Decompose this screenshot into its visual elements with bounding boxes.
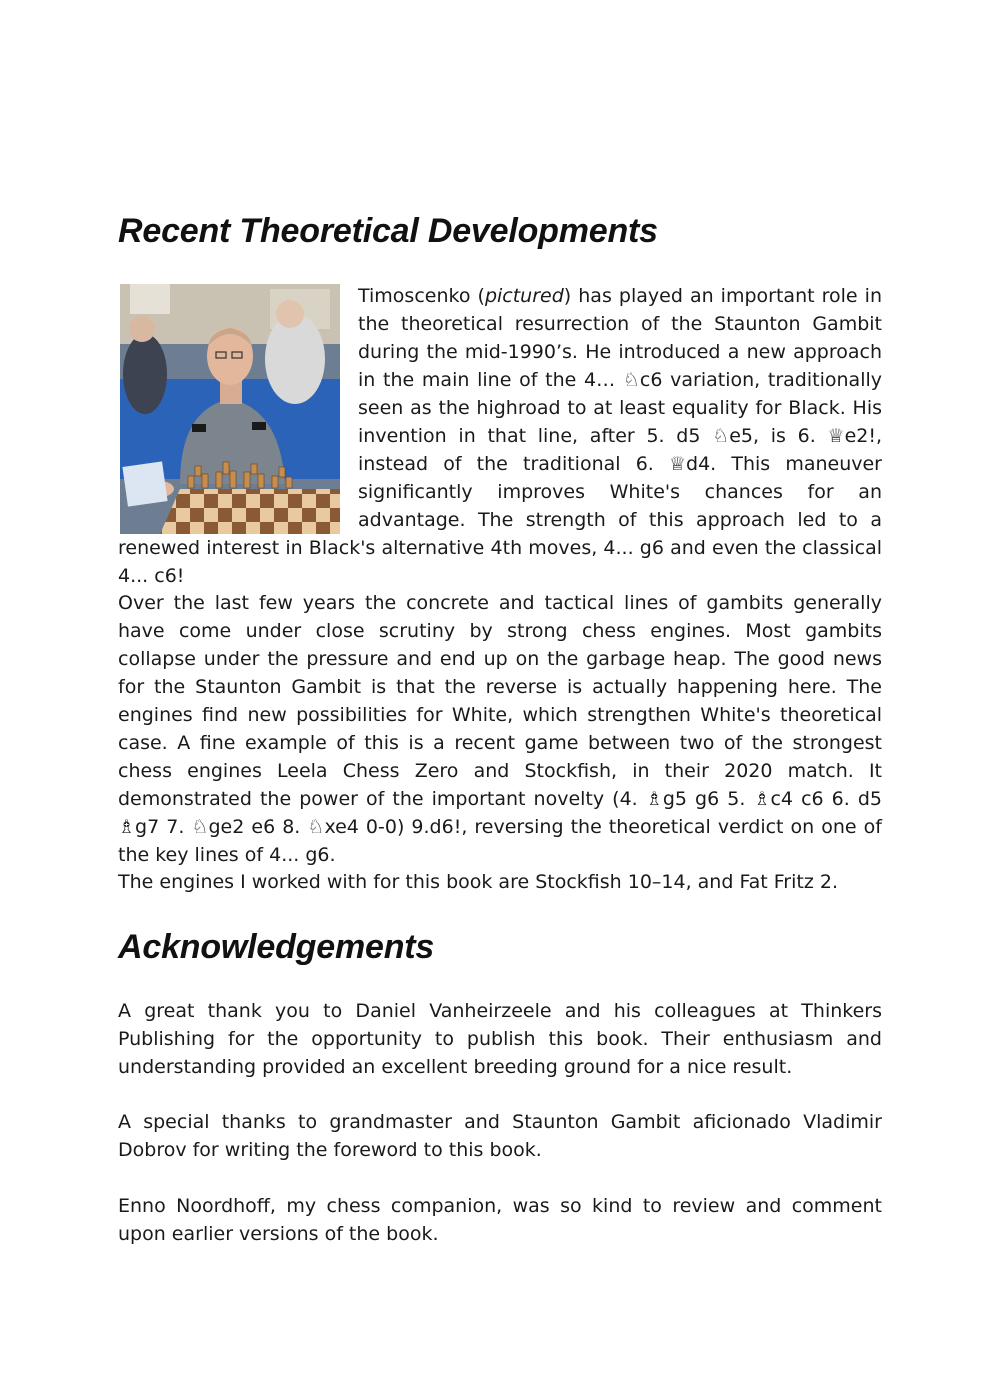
bishop-icon: ♗: [645, 788, 663, 810]
bishop-icon: ♗: [118, 816, 136, 838]
paragraph-engines-scrutiny: [118, 589, 882, 869]
bishop-icon: ♗: [753, 788, 771, 810]
section-title-acknowledgements: Acknowledgements: [118, 928, 435, 966]
knight-icon: ♘: [191, 816, 209, 838]
text-run: g7 7.: [135, 816, 192, 838]
italic-pictured: pictured: [484, 285, 564, 307]
queen-icon: ♕: [827, 425, 845, 447]
section-title-recent-developments: Recent Theoretical Developments: [118, 212, 658, 250]
text-run: ) has played an important role in the theoretical resurrection of the Staunton Gambit during the mid-1990’s. He introduced a new approach in the main line of the 4…: [358, 285, 882, 391]
text-run: d4. This maneuver significantly improves White's chances for an advantage. The strength of this approach led to a renewed interest in Black's alternative 4th moves, 4... g6 and even the classical 4... c6!: [118, 453, 882, 587]
photo-illustration: [120, 284, 340, 534]
queen-icon: ♕: [668, 453, 687, 475]
text-run: c6 variation, traditionally seen as the highroad to at least equality for Black. His invention in that line, after 5. d5: [358, 369, 882, 447]
paragraph-ack-review: Enno Noordhoff, my chess companion, was so kind to review and comment upon earlier versions of the book.: [118, 1195, 882, 1245]
paragraph-ack-publisher: A great thank you to Daniel Vanheirzeele and his colleagues at Thinkers Publishing for the opportunity to publish this book. Their enthusiasm and understanding provided an excellent breeding ground for a nice result.: [118, 1000, 882, 1078]
text-run: g5 g6 5.: [662, 788, 754, 810]
text-run: xe4 0-0) 9.d6!, reversing the theoretical verdict on one of the key lines of 4... g6.: [118, 816, 882, 866]
knight-icon: ♘: [307, 816, 325, 838]
paragraph-ack-foreword: A special thanks to grandmaster and Staunton Gambit aficionado Vladimir Dobrov for writing the foreword to this book.: [118, 1111, 882, 1161]
text-run: e2!, instead of the traditional 6.: [358, 425, 882, 475]
paragraph-timoscenko: [118, 282, 882, 590]
text-run: e5, is 6.: [729, 425, 828, 447]
knight-icon: ♘: [712, 425, 730, 447]
timoscenko-photo: [120, 284, 340, 534]
text-run: Over the last few years the concrete and tactical lines of gambits generally have come under close scrutiny by strong chess engines. Most gambits collapse under the pressure and end up on the garbage heap. The good news for the Staunton Gambit is that the reverse is actually happening here. The engines find new possibilities for White, which strengthen White's theoretical case. A fine example of this is a recent game between two of the strongest chess engines Leela Chess Zero and Stockfish, in their 2020 match. It demonstrated the power of the important novelty (4.: [118, 592, 882, 810]
paragraph-engines-used: The engines I worked with for this book are Stockfish 10–14, and Fat Fritz 2.: [118, 871, 838, 893]
knight-icon: ♘: [622, 369, 640, 391]
text-run: Timoscenko (: [358, 285, 485, 307]
text-run: ge2 e6 8.: [208, 816, 308, 838]
text-run: c4 c6 6. d5: [770, 788, 883, 810]
